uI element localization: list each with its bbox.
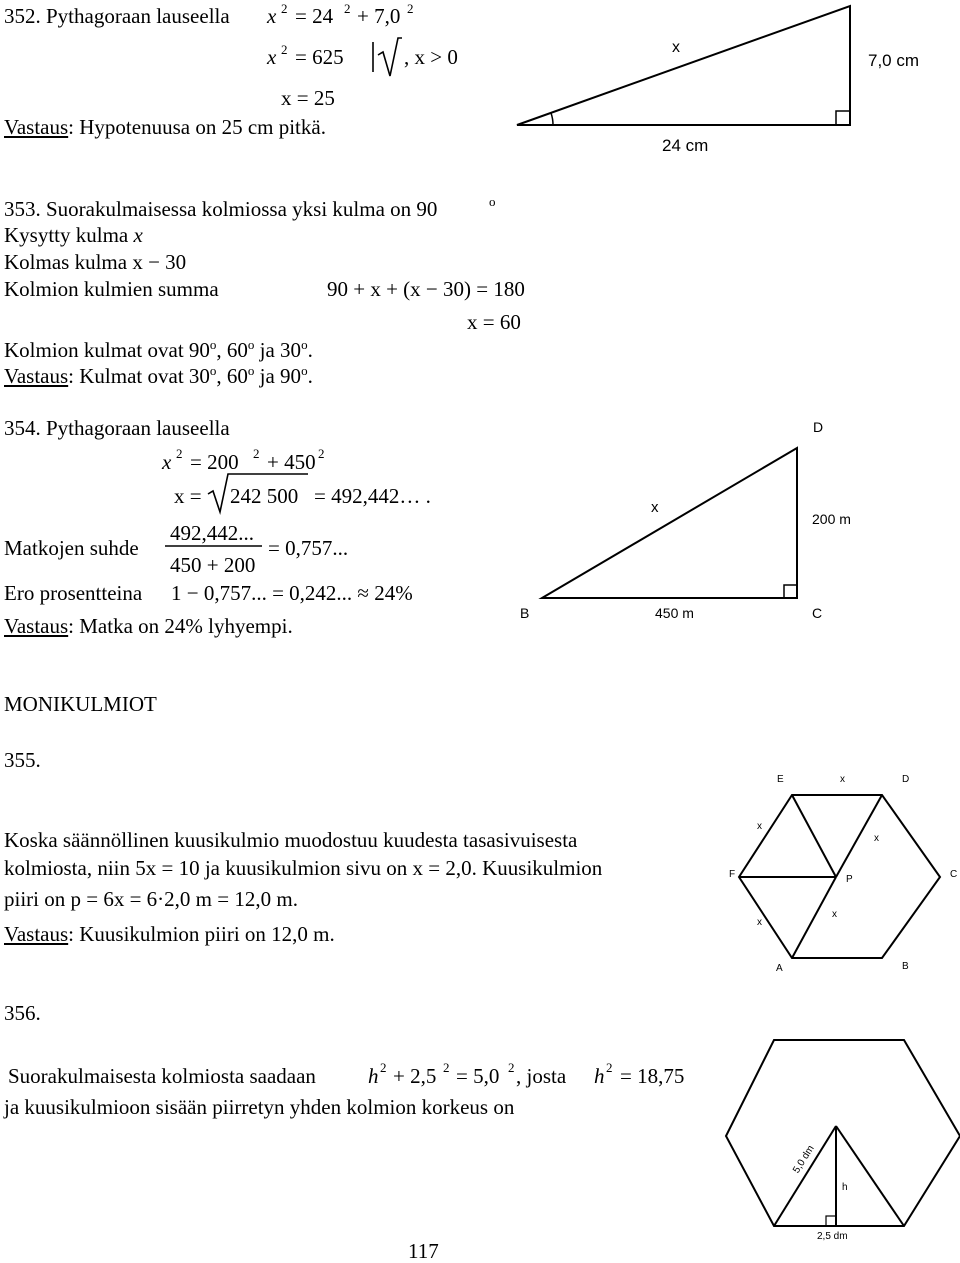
sup: 2 bbox=[176, 446, 183, 461]
eq354-1-lhs: x bbox=[162, 450, 172, 474]
ratio-denominator: 450 + 200 bbox=[170, 553, 256, 577]
eq: x = 2,0 bbox=[412, 856, 472, 880]
fig354-label-C: C bbox=[812, 605, 823, 621]
fig356-h-label: h bbox=[842, 1182, 848, 1193]
eq354-2-root: 242 500 bbox=[230, 484, 299, 508]
fig355-label-P: P bbox=[846, 874, 853, 885]
sup: 2 bbox=[281, 42, 288, 57]
line-355-2 bbox=[4, 858, 602, 879]
text: , 60 bbox=[216, 364, 248, 388]
text: Kolmas kulma bbox=[4, 250, 133, 274]
problem-356-heading: 356. bbox=[4, 1001, 41, 1025]
deg: o bbox=[247, 337, 255, 352]
answer-353 bbox=[4, 364, 313, 387]
answer-352 bbox=[4, 117, 326, 138]
fig355-label-F: F bbox=[729, 869, 736, 880]
eq352-2-rhs: = 625 bbox=[295, 45, 344, 69]
deg: o bbox=[209, 337, 217, 352]
deg: o bbox=[209, 363, 217, 378]
hexagon-356 bbox=[726, 1040, 960, 1226]
triangle-352 bbox=[517, 6, 850, 125]
eq353-result: x = 60 bbox=[467, 310, 521, 334]
text: ja 30 bbox=[254, 338, 302, 362]
fig355-label-x-mid-low: x bbox=[832, 909, 837, 920]
sup: 2 bbox=[318, 446, 325, 461]
text: . bbox=[292, 887, 298, 911]
sup: 2 bbox=[380, 1060, 387, 1075]
text: kolmiosta, niin bbox=[4, 856, 136, 880]
eq352-3: x = 25 bbox=[281, 86, 335, 110]
eq354-1-rhs: = 200 bbox=[190, 450, 239, 474]
sup: 2 bbox=[253, 446, 260, 461]
fig354-label-x: x bbox=[651, 499, 659, 516]
line-353-2 bbox=[4, 225, 143, 246]
eq352-1-rhs: = 24 bbox=[295, 4, 334, 28]
problem-352-heading: 352. Pythagoraan lauseella bbox=[4, 4, 230, 28]
var: x bbox=[133, 223, 143, 247]
eq352-1-plus: + 7,0 bbox=[357, 4, 401, 28]
text: . bbox=[307, 338, 313, 362]
problem-354-heading: 354. Pythagoraan lauseella bbox=[4, 416, 230, 440]
eq352-1-lhs: x bbox=[267, 4, 277, 28]
section-title: MONIKULMIOT bbox=[4, 692, 157, 716]
problem-355-heading: 355. bbox=[4, 748, 41, 772]
fig356-base-label: 2,5 dm bbox=[817, 1231, 848, 1242]
answer-354 bbox=[4, 616, 293, 637]
answer-text: : Kuusikulmion piiri on 12,0 m. bbox=[68, 922, 335, 946]
eq352-2-lhs: x bbox=[267, 45, 277, 69]
eq356-c: = 5,0 bbox=[456, 1064, 500, 1088]
eq352-2-cond: , x > 0 bbox=[404, 45, 458, 69]
fig352-base-label: 24 cm bbox=[662, 136, 709, 155]
line-356-1b: , josta bbox=[516, 1064, 572, 1088]
text: Kolmion kulmat ovat 90 bbox=[4, 338, 210, 362]
text: ja kuusikulmion sivu on bbox=[199, 856, 413, 880]
line-353-4: Kolmion kulmien summa bbox=[4, 277, 219, 301]
ratio-label: Matkojen suhde bbox=[4, 536, 139, 560]
eq354-2-rhs: = 492,442… . bbox=[314, 484, 431, 508]
line-356-1a: Suorakulmaisesta kolmiosta saadaan bbox=[8, 1064, 322, 1088]
answer-355 bbox=[4, 924, 335, 945]
text: , 60 bbox=[216, 338, 248, 362]
sup: 2 bbox=[344, 1, 351, 16]
fig355-label-x-left-low: x bbox=[757, 917, 762, 928]
eq353-sum: 90 + x + (x − 30) = 180 bbox=[327, 277, 525, 301]
problem-353-heading: 353. Suorakulmaisessa kolmiossa yksi kulma on 90 bbox=[4, 197, 438, 221]
eq356-b: + 2,5 bbox=[393, 1064, 437, 1088]
answer-label: Vastaus bbox=[4, 115, 69, 139]
sup: 2 bbox=[407, 1, 414, 16]
eq356-h: h bbox=[368, 1064, 379, 1088]
triangle-354 bbox=[542, 448, 797, 598]
diff-label: Ero prosentteina bbox=[4, 581, 143, 605]
diff-expression: 1 − 0,757... = 0,242... ≈ 24% bbox=[171, 581, 413, 605]
fig355-label-C: C bbox=[950, 869, 958, 880]
eq: p = 6x = 6·2,0 m = 12,0 m bbox=[70, 887, 293, 911]
deg: o bbox=[301, 363, 308, 378]
eq356-h2-rhs: = 18,75 bbox=[620, 1064, 685, 1088]
deg: o bbox=[301, 337, 308, 352]
fig356-side-label: 5,0 dm bbox=[791, 1143, 817, 1176]
answer-text: : Matka on 24% lyhyempi. bbox=[68, 614, 293, 638]
fig355-label-x-left-up: x bbox=[757, 821, 762, 832]
deg: o bbox=[247, 363, 255, 378]
sup: 2 bbox=[606, 1060, 613, 1075]
sqrt-bar-352 bbox=[373, 38, 402, 76]
sup: 2 bbox=[508, 1060, 515, 1075]
line-355-3 bbox=[4, 889, 298, 910]
page-number: 117 bbox=[408, 1239, 439, 1263]
text: piiri on bbox=[4, 887, 71, 911]
text: . bbox=[307, 364, 313, 388]
ratio-numerator: 492,442... bbox=[170, 521, 254, 545]
sup: 2 bbox=[281, 1, 288, 16]
fig355-label-x-right-up: x bbox=[874, 833, 879, 844]
fig354-label-B: B bbox=[520, 605, 530, 621]
answer-text: : Hypotenuusa on 25 cm pitkä. bbox=[68, 115, 326, 139]
degree-sup: o bbox=[489, 194, 496, 209]
fig354-label-D: D bbox=[813, 419, 824, 435]
fig354-label-450m: 450 m bbox=[655, 605, 694, 621]
eq354-1-plus: + 450 bbox=[267, 450, 316, 474]
fig354-label-200m: 200 m bbox=[812, 511, 851, 527]
text: . Kuusikulmion bbox=[471, 856, 603, 880]
line-353-3 bbox=[4, 252, 186, 273]
fig355-label-B: B bbox=[902, 961, 909, 972]
eq: 5x = 10 bbox=[135, 856, 200, 880]
text: Kysytty kulma bbox=[4, 223, 134, 247]
hexagon-355 bbox=[739, 795, 940, 958]
fig355-label-E: E bbox=[777, 774, 784, 785]
fig355-label-x-top: x bbox=[840, 774, 845, 785]
text: : Kulmat ovat 30 bbox=[68, 364, 210, 388]
answer-label: Vastaus bbox=[4, 364, 69, 388]
expr: x − 30 bbox=[132, 250, 187, 274]
answer-label: Vastaus bbox=[4, 614, 69, 638]
line-355-1: Koska säännöllinen kuusikulmio muodostuu kuudesta tasasivuisesta bbox=[4, 828, 578, 852]
fig355-label-D: D bbox=[902, 774, 910, 785]
answer-label: Vastaus bbox=[4, 922, 69, 946]
ratio-value: = 0,757... bbox=[268, 536, 349, 560]
fig352-vertical-side-label: 7,0 cm bbox=[868, 51, 920, 70]
fig352-hyp-label: x bbox=[672, 39, 680, 56]
text: ja 90 bbox=[254, 364, 302, 388]
sup: 2 bbox=[443, 1060, 450, 1075]
line-356-2: ja kuusikulmioon sisään piirretyn yhden kolmion korkeus on bbox=[4, 1095, 515, 1119]
eq354-2-lhs: x = bbox=[174, 484, 202, 508]
line-353-angles bbox=[4, 338, 313, 361]
fig355-label-A: A bbox=[776, 963, 783, 974]
eq356-h2: h bbox=[594, 1064, 605, 1088]
